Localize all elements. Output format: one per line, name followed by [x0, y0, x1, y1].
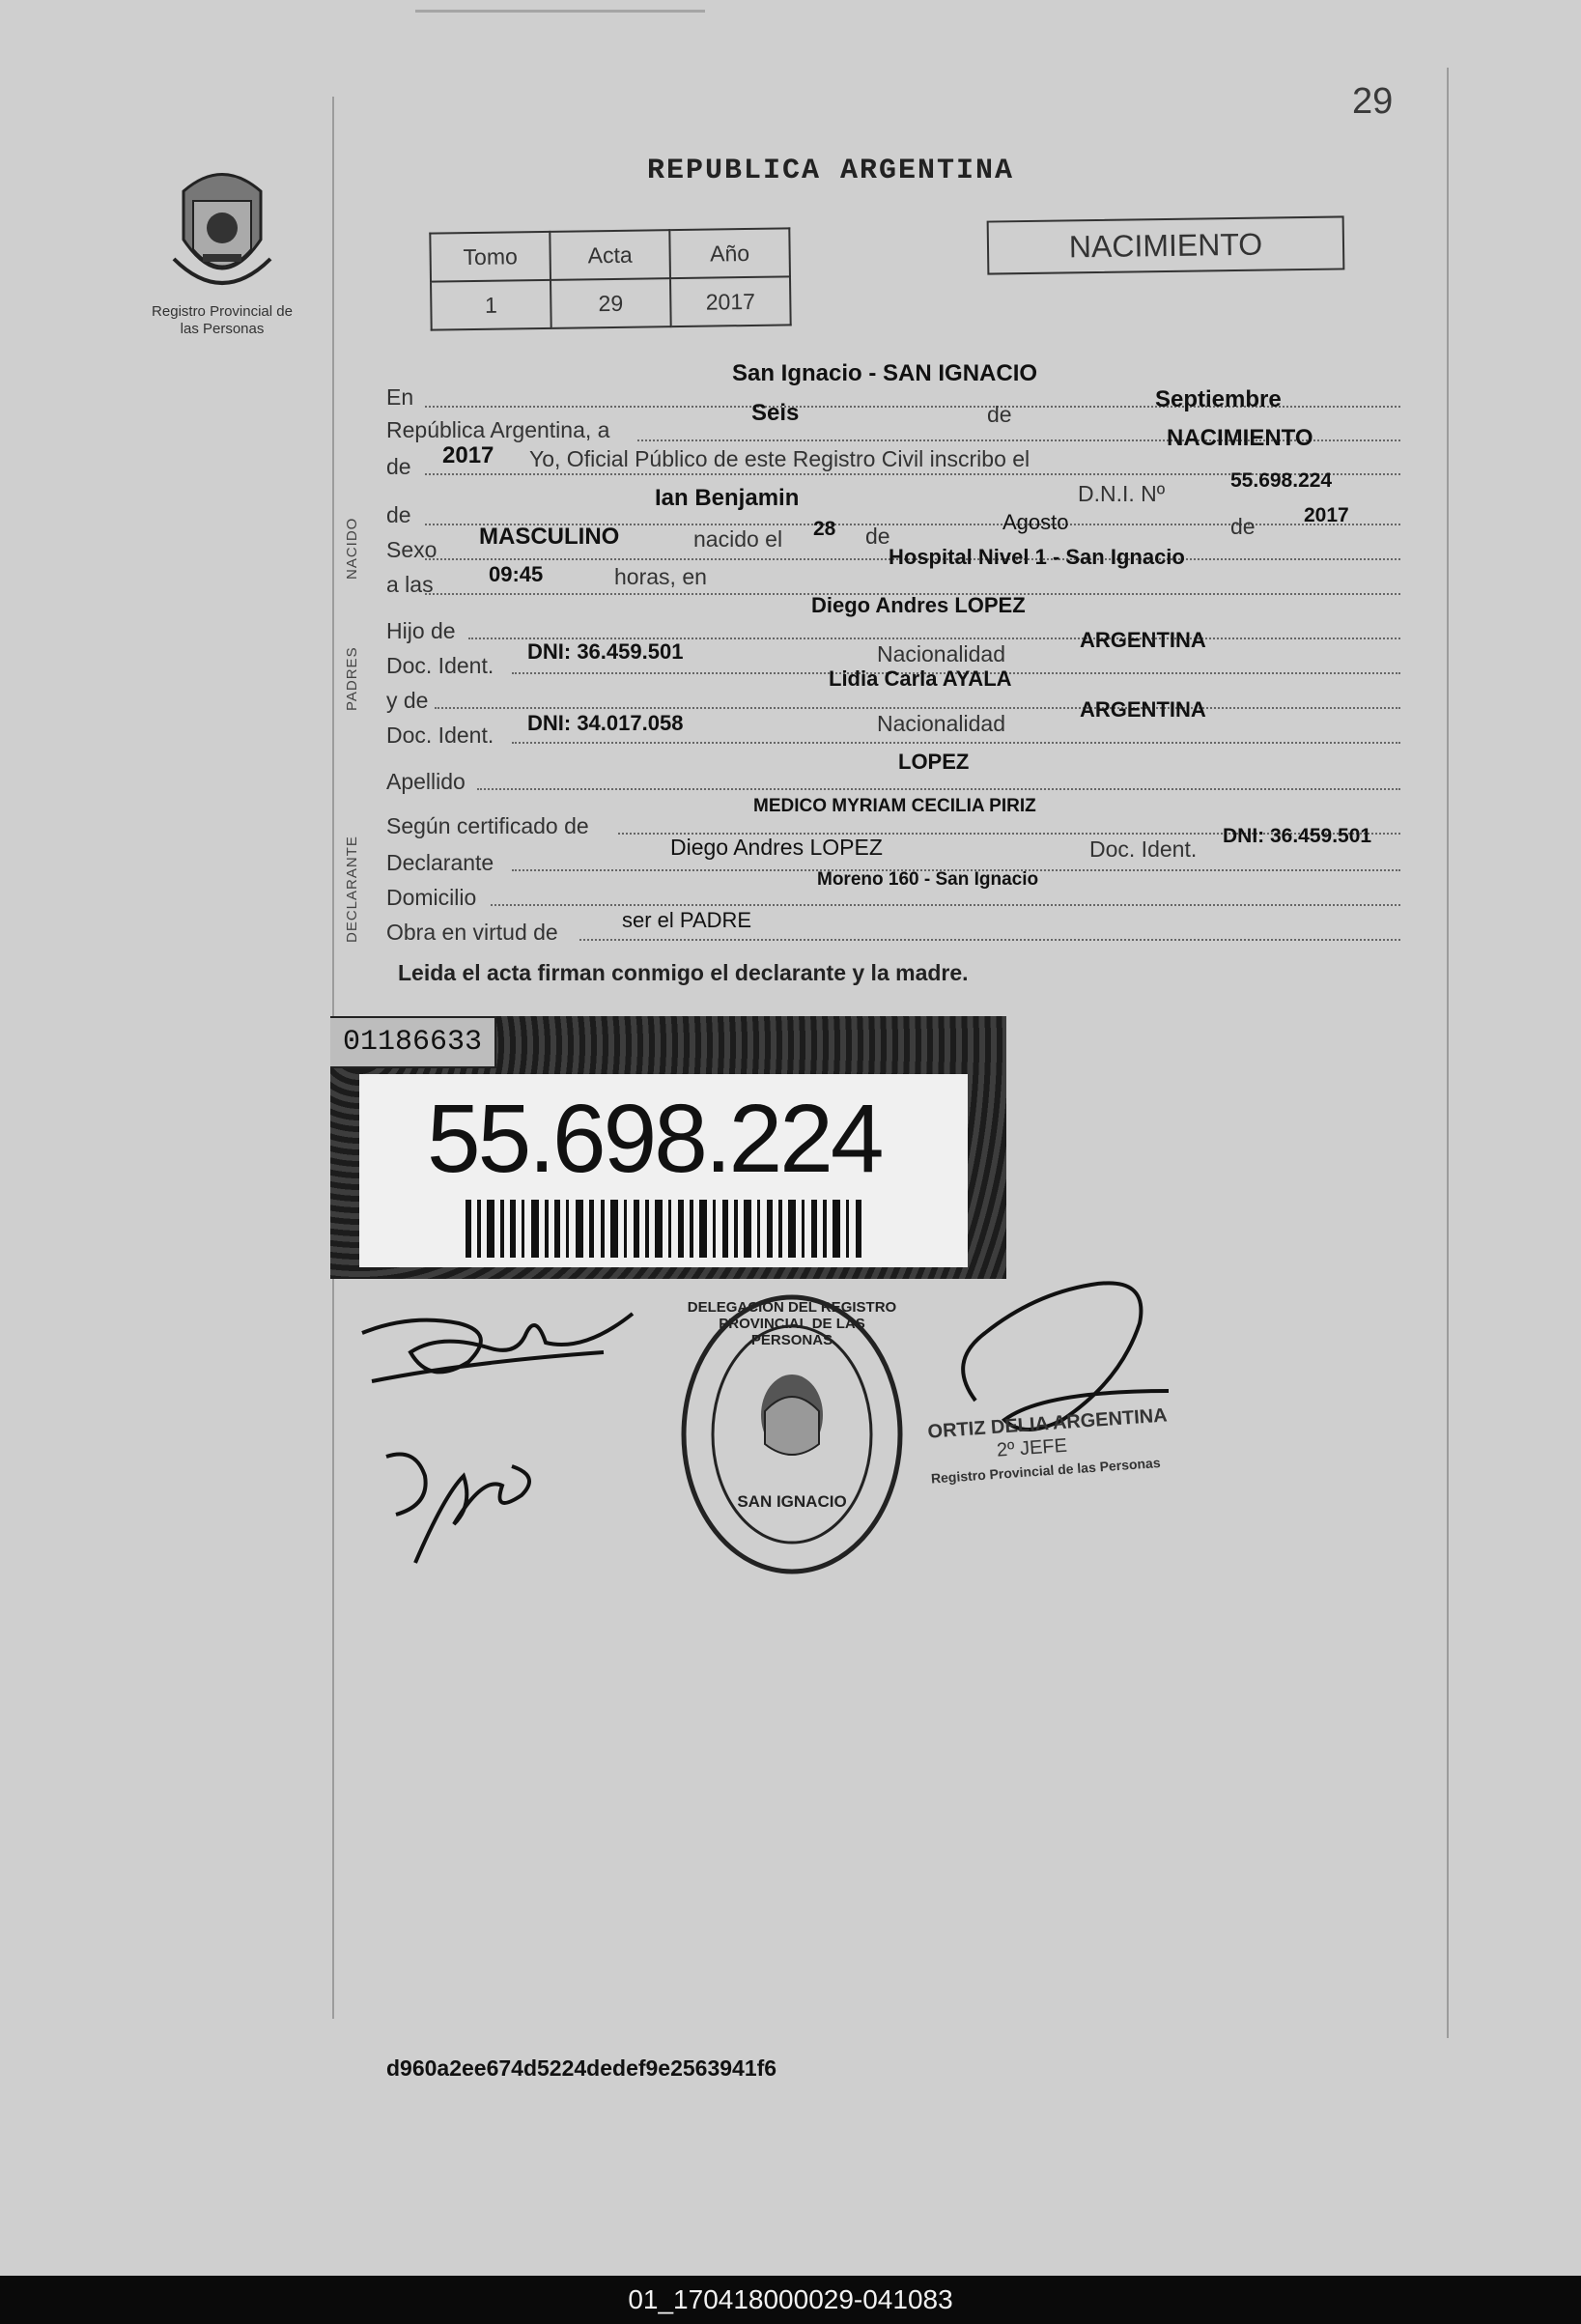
birth-place-value: Hospital Nivel 1 - San Ignacio	[889, 545, 1185, 569]
sexo-label: Sexo	[386, 537, 438, 562]
month-word-value: Septiembre	[1155, 386, 1282, 412]
segun-label: Según certificado de	[386, 813, 589, 838]
declarant-name-value: Diego Andres LOPEZ	[670, 835, 883, 860]
birth-month-value: Agosto	[1002, 510, 1069, 534]
tomo-header: Tomo	[430, 232, 551, 282]
mother-name-value: Lidia Carla AYALA	[829, 666, 1012, 691]
obra-label: Obra en virtud de	[386, 920, 558, 945]
act-type-box: NACIMIENTO	[987, 215, 1345, 274]
dni-label: D.N.I. Nº	[1078, 481, 1166, 506]
child-name-value: Ian Benjamin	[655, 485, 800, 511]
provincial-emblem-icon	[164, 162, 280, 298]
closing-statement: Leida el acta firman conmigo el declarante y la madre.	[398, 960, 969, 985]
padres-side-label: PADRES	[344, 646, 360, 711]
mother-nationality-value: ARGENTINA	[1080, 697, 1206, 722]
emblem-caption: Registro Provincial de las Personas	[152, 303, 293, 337]
dotted-line	[579, 939, 1400, 941]
document-title: REPUBLICA ARGENTINA	[647, 155, 1015, 187]
time-value: 09:45	[489, 562, 544, 586]
nacionalidad-mother-label: Nacionalidad	[877, 711, 1005, 736]
stamp-center-text: SAN IGNACIO	[737, 1492, 847, 1511]
de-name-label: de	[386, 502, 411, 527]
father-doc-value: DNI: 36.459.501	[527, 639, 684, 664]
officer-name: ORTIZ DELIA ARGENTINA	[926, 1404, 1169, 1443]
page-number: 29	[1352, 81, 1394, 122]
de-month-label: de	[1230, 514, 1256, 539]
doc-ident-declarant-label: Doc. Ident.	[1089, 836, 1198, 862]
de-label: de	[987, 402, 1012, 427]
acta-header: Acta	[550, 230, 670, 280]
anio-value: 2017	[670, 276, 791, 326]
father-nationality-value: ARGENTINA	[1080, 628, 1206, 652]
nacionalidad-father-label: Nacionalidad	[877, 641, 1005, 666]
mother-doc-value: DNI: 34.017.058	[527, 711, 684, 735]
officer-rank: 2º JEFE	[996, 1434, 1068, 1461]
dotted-line	[491, 904, 1400, 906]
father-name-value: Diego Andres LOPEZ	[811, 593, 1026, 617]
barcode-icon	[466, 1200, 871, 1258]
doc-ident-mother-label: Doc. Ident.	[386, 723, 494, 748]
certificate-value: MEDICO MYRIAM CECILIA PIRIZ	[753, 796, 1036, 816]
day-word-value: Seis	[751, 400, 800, 426]
registry-stamp-text	[676, 1290, 908, 1579]
domicilio-label: Domicilio	[386, 885, 477, 910]
act-value: NACIMIENTO	[1167, 425, 1313, 451]
declarante-side-label: DECLARANTE	[344, 836, 360, 943]
oficial-label: Yo, Oficial Público de este Registro Civil inscribo el	[529, 446, 1030, 471]
surname-value: LOPEZ	[898, 750, 970, 774]
mother-signature	[377, 1437, 551, 1573]
dotted-line	[512, 742, 1400, 744]
birth-day-value: 28	[813, 518, 836, 540]
dotted-line	[435, 707, 1400, 709]
nacido-el-label: nacido el	[693, 526, 783, 552]
acta-value: 29	[551, 278, 671, 328]
hijo-de-label: Hijo de	[386, 618, 456, 643]
declarante-label: Declarante	[386, 850, 494, 875]
place-value: San Ignacio - SAN IGNACIO	[732, 360, 1038, 386]
dotted-line	[477, 788, 1400, 790]
year-value: 2017	[442, 442, 494, 468]
tomo-value: 1	[431, 280, 551, 330]
republica-label: República Argentina, a	[386, 417, 610, 442]
doc-ident-father-label: Doc. Ident.	[386, 653, 494, 678]
nacido-side-label: NACIDO	[344, 517, 360, 580]
apellido-label: Apellido	[386, 769, 466, 794]
registry-table	[429, 227, 791, 330]
birth-year-value: 2017	[1304, 504, 1349, 526]
seal-dni-number: 55.698.224	[427, 1085, 882, 1193]
sex-value: MASCULINO	[479, 524, 620, 550]
y-de-label: y de	[386, 688, 429, 713]
child-dni-value: 55.698.224	[1230, 469, 1333, 492]
seal-serial-number: 01186633	[330, 1016, 496, 1068]
dni-security-seal	[330, 1016, 1006, 1279]
address-value: Moreno 160 - San Ignacio	[817, 869, 1039, 890]
stamp-ring-text: DELEGACION DEL REGISTRO PROVINCIAL DE LAS PERSONAS	[687, 1299, 897, 1348]
capacity-value: ser el PADRE	[622, 908, 752, 932]
anio-header: Año	[669, 228, 790, 278]
horas-en-label: horas, en	[614, 564, 707, 589]
top-page-edge	[415, 0, 705, 13]
right-margin-line	[1447, 68, 1449, 2038]
seal-card	[359, 1074, 968, 1267]
de-year-label: de	[386, 454, 411, 479]
a-las-label: a las	[386, 572, 434, 597]
en-label: En	[386, 384, 414, 410]
de-day-label: de	[865, 524, 890, 549]
declarant-doc-value: DNI: 36.459.501	[1223, 825, 1372, 847]
document-hash: d960a2ee674d5224dedef9e2563941f6	[386, 2055, 777, 2081]
declarant-signature	[353, 1294, 642, 1401]
officer-registry: Registro Provincial de las Personas	[930, 1455, 1162, 1487]
file-id-footer: 01_170418000029-041083	[0, 2276, 1581, 2324]
